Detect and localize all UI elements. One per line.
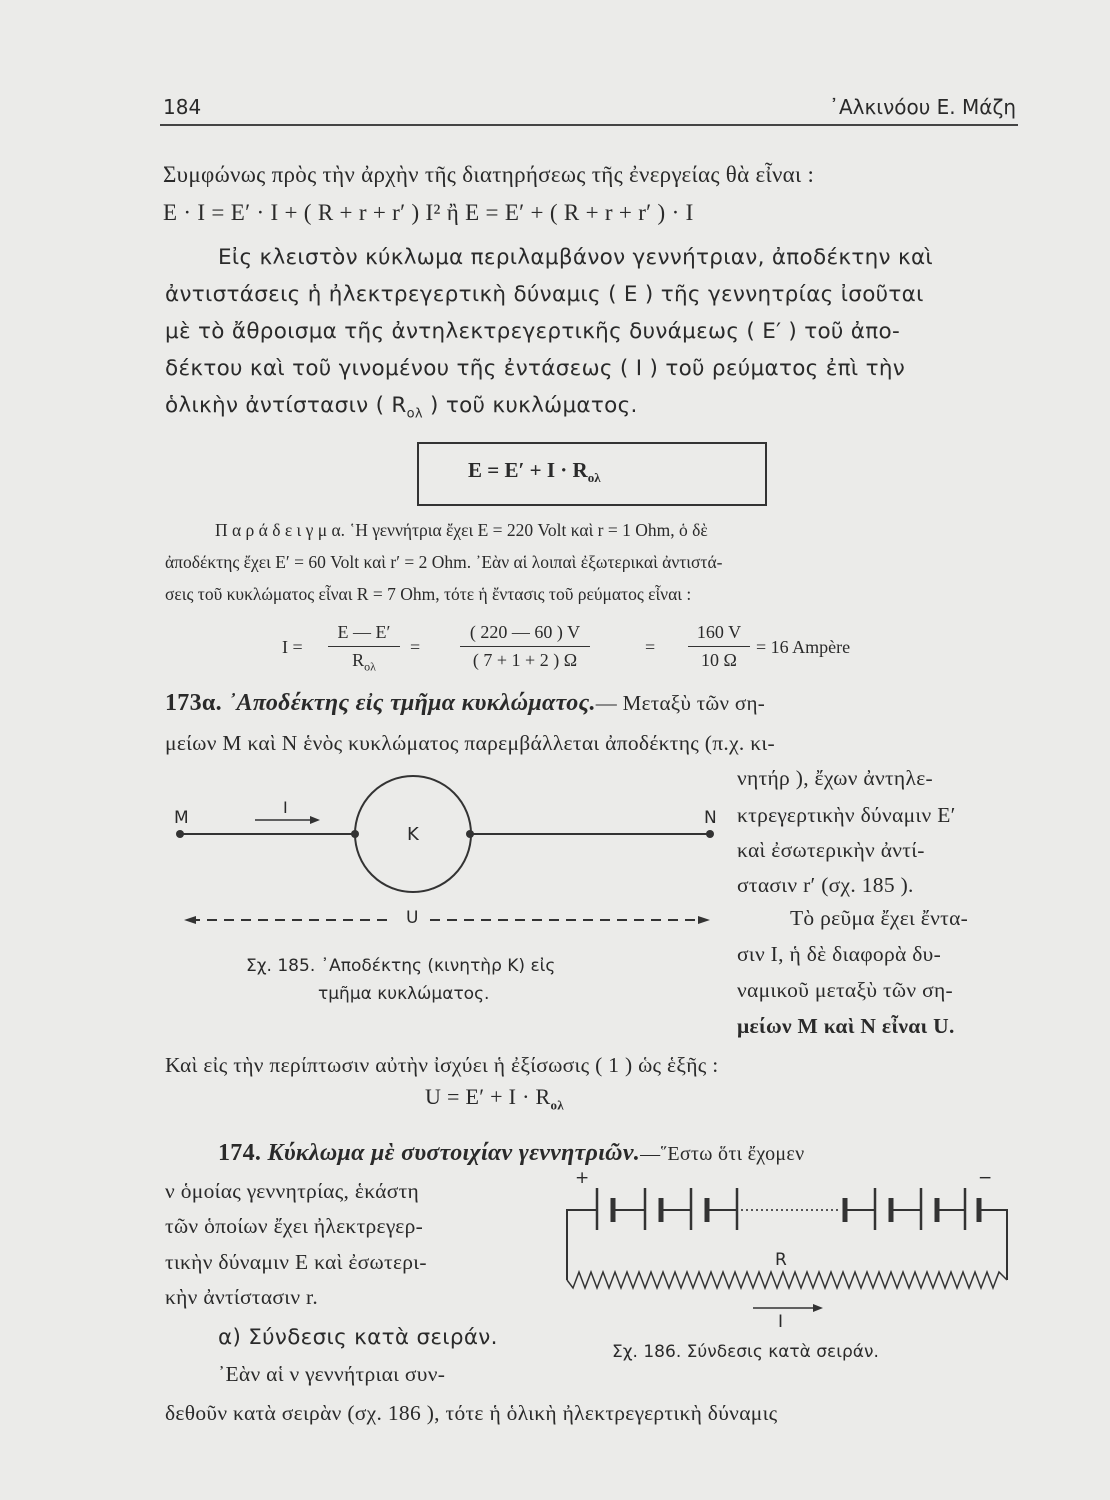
fraction-3-numerator: 160 V — [696, 622, 742, 642]
section-title: Κύκλωμα μὲ συστοιχίαν γεννητριῶν. — [267, 1140, 641, 1166]
section-173a-after: Καὶ εἰς τὴν περίπτωσιν αὐτὴν ἰσχύει ἡ ἐξίσωσις ( 1 ) ὡς ἑξῆς : — [165, 1053, 719, 1077]
section-174-line: ν ὁμοίας γεννητρίας, ἑκάστη — [165, 1179, 420, 1203]
section-lead: —῞Εστω ὅτι ἔχομεν — [640, 1143, 805, 1165]
page-number: 184 — [163, 95, 202, 119]
fraction-2-denominator: ( 7 + 1 + 2 ) Ω — [472, 650, 578, 670]
voltage-arrowhead-right — [698, 916, 710, 924]
label-minus: − — [978, 1168, 993, 1188]
paragraph-text: ὁλικὴν ἀντίστασιν ( R — [165, 393, 407, 418]
fraction-2-numerator: ( 220 — 60 ) V — [469, 622, 581, 642]
label-plus: + — [575, 1168, 590, 1188]
paragraph-line: ἀντιστάσεις ἡ ἠλεκτρεγερτικὴ δύναμις ( Ε ) τῆς γεννητρίας ἰσοῦται — [165, 282, 924, 307]
figure-185 — [170, 770, 730, 945]
side-text-line: καὶ ἐσωτερικὴν ἀντί- — [737, 838, 925, 862]
energy-equation: Ε · Ι = Ε′ · Ι + ( R + r + r′ ) Ι² ἢ Ε = Ε′ + ( R + r + r′ ) · Ι — [163, 200, 694, 225]
section-173a-heading — [165, 690, 765, 717]
cell-group — [845, 1188, 979, 1230]
formula-result: = 16 Ampère — [756, 637, 851, 657]
wire-left — [567, 1210, 597, 1280]
section-174-line: κὴν ἀντίστασιν r. — [165, 1285, 318, 1309]
label-n: N — [704, 808, 717, 828]
label-m: M — [174, 808, 189, 828]
label-r: R — [775, 1250, 787, 1270]
boxed-formula-text: Ε = Ε′ + Ι · R — [468, 458, 588, 482]
formula-equals: = — [645, 637, 656, 657]
denominator-subscript: ολ — [364, 659, 376, 674]
fraction-3-denominator: 10 Ω — [701, 650, 737, 670]
wire-right — [979, 1210, 1007, 1280]
running-title: ᾿Αλκινόου Ε. Μάζη — [829, 95, 1016, 119]
side-text-line: μείων Μ καὶ Ν εἶναι U. — [737, 1014, 955, 1038]
paragraph-subscript: ολ — [406, 406, 423, 422]
paragraph-line: μὲ τὸ ἄθροισμα τῆς ἀντηλεκτρεγερτικῆς δυνάμεως ( Ε′ ) τοῦ ἀπο- — [165, 319, 901, 344]
example-text: ῾Η γεννήτρια ἔχει Ε = 220 Volt καὶ r = 1 Ohm, ὁ δὲ — [349, 520, 708, 540]
fraction-bar — [688, 646, 750, 647]
side-text-line: σιν Ι, ἡ δὲ διαφορὰ δυ- — [737, 942, 942, 966]
resistor-r — [567, 1272, 1007, 1288]
example-line: σεις τοῦ κυκλώματος εἶναι R = 7 Ohm, τότε ἡ ἔντασις τοῦ ρεύματος εἶναι : — [165, 584, 692, 604]
boxed-formula — [468, 458, 601, 486]
equation-text: U = Ε′ + Ι · R — [425, 1084, 551, 1109]
fraction-bar — [328, 646, 400, 647]
side-text-line: κτρεγερτικὴν δύναμιν Ε′ — [737, 803, 956, 827]
formula-equals: = — [410, 637, 421, 657]
section-174-heading — [218, 1140, 804, 1167]
figure-185-caption: Σχ. 185. ᾿Αποδέκτης (κινητὴρ Κ) εἰς — [246, 956, 556, 976]
current-arrowhead — [310, 816, 320, 824]
figure-185-caption: τμῆμα κυκλώματος. — [318, 984, 490, 1004]
example-label: Π α ρ ά δ ε ι γ μ α. — [215, 520, 346, 540]
section-174-last-line — [165, 1401, 778, 1426]
fraction-1-denominator — [328, 650, 400, 675]
current-arrowhead — [813, 1304, 823, 1312]
equation-subscript: ολ — [550, 1097, 564, 1113]
cell-group — [597, 1188, 737, 1230]
section-174-line: τικὴν δύναμιν Ε καὶ ἐσωτερι- — [165, 1250, 427, 1274]
voltage-arrowhead-left — [184, 916, 196, 924]
terminal-m — [176, 830, 184, 838]
paragraph-line: δέκτου καὶ τοῦ γινομένου τῆς ἐντάσεως ( Ι ) τοῦ ρεύματος ἐπὶ τὴν — [165, 356, 906, 381]
intro-lead: Συμφώνως πρὸς τὴν ἀρχὴν τῆς διατηρήσεως τῆς ἐνεργείας θὰ εἶναι : — [163, 162, 815, 187]
figure-186-caption: Σχ. 186. Σύνδεσις κατὰ σειράν. — [612, 1342, 879, 1362]
label-u: U — [406, 908, 419, 928]
label-i: I — [778, 1312, 784, 1332]
terminal-n — [706, 830, 714, 838]
section-173a-equation — [425, 1084, 564, 1113]
side-text-line: στασιν r′ (σχ. 185 ). — [737, 873, 914, 897]
example-line: ἀποδέκτης ἔχει Ε′ = 60 Volt καὶ r′ = 2 Ohm. ᾿Εὰν αἱ λοιπαὶ ἐξωτερικαὶ ἀντιστά- — [165, 552, 723, 572]
fraction-bar — [460, 646, 590, 647]
section-number: 174. — [218, 1140, 262, 1166]
section-174-line: ᾿Εὰν αἱ ν γεννήτριαι συν- — [218, 1362, 446, 1386]
boxed-formula-subscript: ολ — [587, 470, 601, 486]
side-text-line: νητήρ ), ἔχων ἀντηλε- — [737, 766, 933, 790]
section-title: ᾿Αποδέκτης εἰς τμῆμα κυκλώματος. — [228, 690, 596, 716]
side-text-line: ναμικοῦ μεταξὺ τῶν ση- — [737, 978, 953, 1002]
paragraph-line — [165, 393, 638, 421]
side-text-line: Τὸ ρεῦμα ἔχει ἔντα- — [790, 906, 969, 930]
formula-lhs: Ι = — [282, 637, 303, 657]
label-i: I — [283, 798, 288, 817]
section-number: 173α. — [165, 690, 222, 716]
subheading-series: α) Σύνδεσις κατὰ σειράν. — [218, 1325, 498, 1350]
text-span: δεθοῦν κατὰ σειρὰν (σχ. 186 ), τότε ἡ ὁλικὴ ἠλεκτρεγερτικὴ δύναμις — [165, 1401, 778, 1425]
label-k: K — [407, 824, 419, 845]
example-line — [215, 520, 708, 541]
header-rule — [160, 124, 1018, 126]
section-lead: — Μεταξὺ τῶν ση- — [595, 691, 766, 715]
section-174-line: τῶν ὁποίων ἔχει ἠλεκτρεγερ- — [165, 1214, 424, 1238]
fraction-1-numerator: Ε — Ε′ — [337, 622, 391, 642]
section-173a-line: μείων Μ καὶ Ν ἑνὸς κυκλώματος παρεμβάλλεται ἀποδέκτης (π.χ. κι- — [165, 731, 775, 755]
denominator-text: R — [352, 650, 365, 670]
paragraph-line: Εἰς κλειστὸν κύκλωμα περιλαμβάνον γεννήτριαν, ἀποδέκτην καὶ — [218, 245, 933, 270]
paragraph-text: ) τοῦ κυκλώματος. — [422, 393, 638, 418]
